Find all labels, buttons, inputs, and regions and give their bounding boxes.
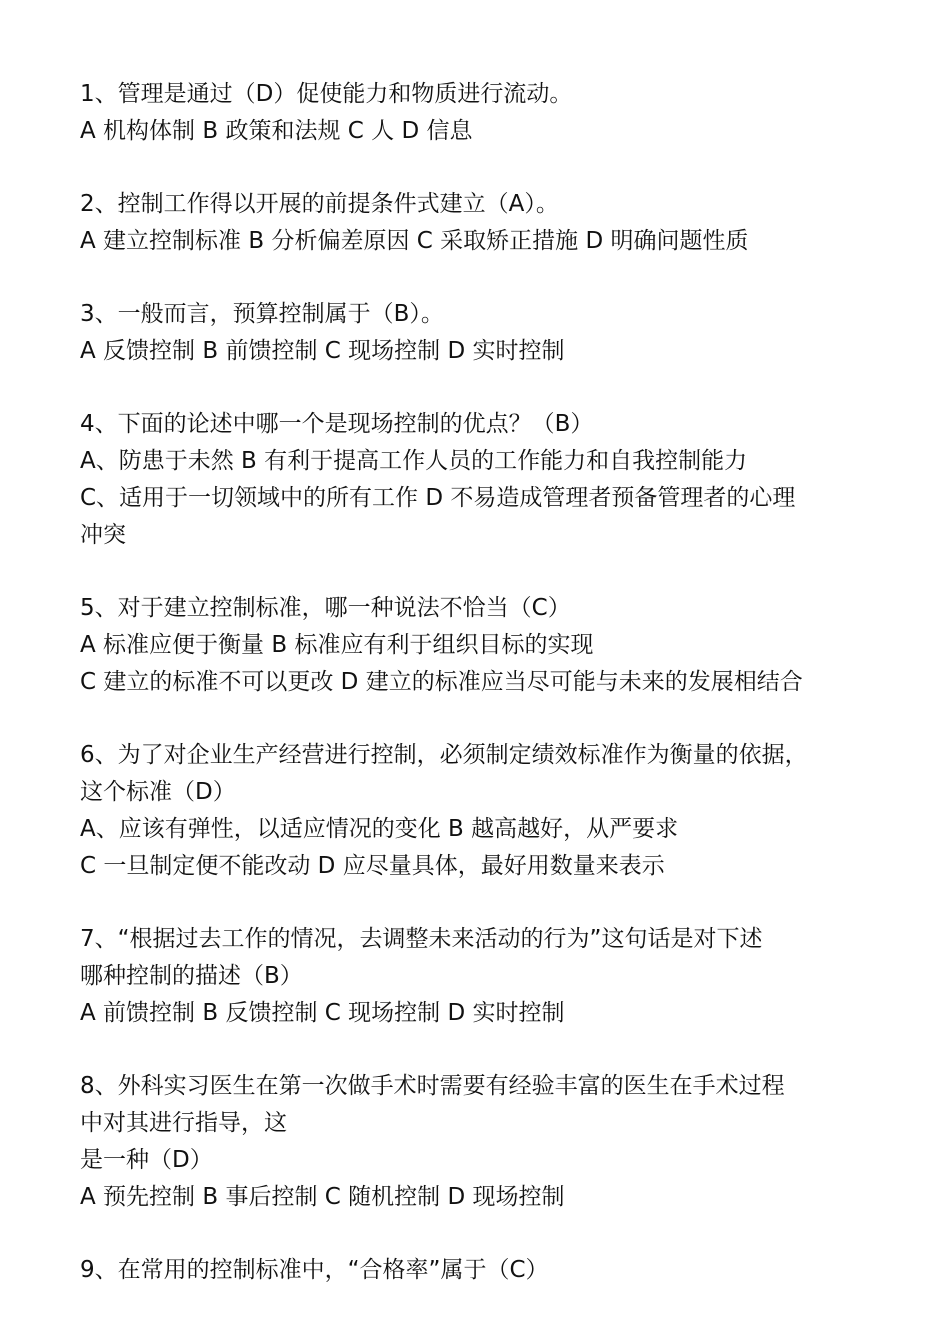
question-5-options-line-1: A 标准应便于衡量 B 标准应有利于组织目标的实现	[80, 632, 594, 658]
question-6-stem-line-1: 6、为了对企业生产经营进行控制，必须制定绩效标准作为衡量的依据，	[80, 742, 808, 768]
question-2-stem: 2、控制工作得以开展的前提条件式建立（A）。	[80, 191, 559, 217]
question-8-stem-line-2: 中对其进行指导，这	[80, 1110, 287, 1136]
question-7-options: A 前馈控制 B 反馈控制 C 现场控制 D 实时控制	[80, 1000, 565, 1026]
question-8-stem-line-1: 8、外科实习医生在第一次做手术时需要有经验丰富的医生在手术过程	[80, 1073, 785, 1099]
question-6-options-line-2: C 一旦制定便不能改动 D 应尽量具体，最好用数量来表示	[80, 853, 665, 879]
question-2	[80, 186, 880, 260]
question-4-options-line-2: C、适用于一切领域中的所有工作 D 不易造成管理者预备管理者的心理	[80, 485, 796, 511]
question-3-options: A 反馈控制 B 前馈控制 C 现场控制 D 实时控制	[80, 338, 565, 364]
question-1	[80, 76, 880, 150]
question-8	[80, 1068, 880, 1216]
question-5	[80, 590, 880, 701]
question-5-stem: 5、对于建立控制标准，哪一种说法不恰当（C）	[80, 595, 571, 621]
question-4-options-line-3: 冲突	[80, 522, 126, 548]
question-3-stem: 3、一般而言，预算控制属于（B）。	[80, 301, 444, 327]
question-2-options: A 建立控制标准 B 分析偏差原因 C 采取矫正措施 D 明确问题性质	[80, 228, 749, 254]
question-8-options: A 预先控制 B 事后控制 C 随机控制 D 现场控制	[80, 1184, 565, 1210]
question-7-stem-line-2: 哪种控制的描述（B）	[80, 963, 303, 989]
question-7	[80, 921, 880, 1032]
question-8-stem-line-3: 是一种（D）	[80, 1147, 213, 1173]
question-1-stem: 1、管理是通过（D）促使能力和物质进行流动。	[80, 81, 573, 107]
document-page	[80, 76, 880, 1325]
question-6-options-line-1: A、应该有弹性，以适应情况的变化 B 越高越好，从严要求	[80, 816, 679, 842]
question-5-options-line-2: C 建立的标准不可以更改 D 建立的标准应当尽可能与未来的发展相结合	[80, 669, 803, 695]
question-9-stem: 9、在常用的控制标准中，“合格率”属于（C）	[80, 1257, 549, 1283]
question-4-stem: 4、下面的论述中哪一个是现场控制的优点？（B）	[80, 411, 594, 437]
question-6	[80, 737, 880, 885]
question-3	[80, 296, 880, 370]
question-1-options: A 机构体制 B 政策和法规 C 人 D 信息	[80, 118, 473, 144]
question-4-options-line-1: A、防患于未然 B 有利于提高工作人员的工作能力和自我控制能力	[80, 448, 748, 474]
question-9	[80, 1252, 880, 1289]
question-6-stem-line-2: 这个标准（D）	[80, 779, 236, 805]
question-4	[80, 406, 880, 554]
question-7-stem-line-1: 7、“根据过去工作的情况，去调整未来活动的行为”这句话是对下述	[80, 926, 763, 952]
